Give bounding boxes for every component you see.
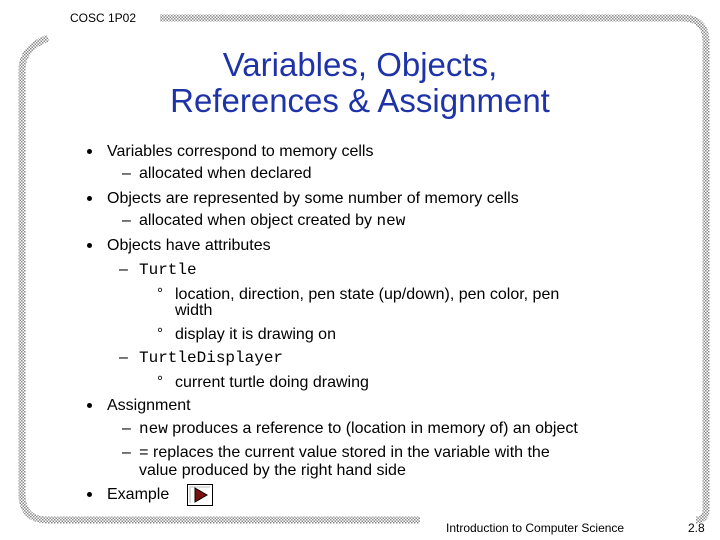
bullet-example: Example — [107, 486, 170, 503]
sub-new-reference — [139, 420, 578, 438]
code-turtledisplayer: TurtleDisplayer — [139, 349, 284, 367]
code-new: new — [376, 212, 406, 230]
sub-equals-replaces-line-2: value produced by the right hand side — [139, 462, 406, 479]
displayer-attr: current turtle doing drawing — [175, 374, 369, 391]
code-new: new — [139, 420, 168, 438]
dash-marker: – — [119, 349, 128, 366]
footer-course-name: Introduction to Computer Science — [446, 521, 625, 535]
sub-allocated-created — [139, 212, 405, 230]
bullet-attributes: Objects have attributes — [107, 237, 271, 254]
dash-marker: – — [119, 261, 128, 278]
dash-marker: – — [122, 212, 131, 229]
bullet-dot — [87, 243, 92, 248]
dash-marker: – — [122, 444, 131, 461]
dash-marker: – — [122, 165, 131, 182]
sub-equals-replaces — [139, 444, 550, 462]
degree-marker: ° — [157, 325, 163, 342]
bullet-dot — [87, 403, 92, 408]
turtle-display-attr: display it is drawing on — [175, 326, 336, 343]
turtle-attrs-line-2: width — [175, 302, 213, 319]
bullet-dot — [87, 196, 92, 201]
degree-marker: ° — [157, 285, 163, 302]
degree-marker: ° — [157, 373, 163, 390]
sub-allocated-created-text: allocated when object created by — [139, 212, 377, 229]
turtle-attrs-line-1: location, direction, pen state (up/down), pen color, pen — [175, 286, 560, 303]
bullet-dot — [87, 492, 92, 497]
sub-allocated-declared: allocated when declared — [139, 165, 312, 182]
bullet-variables: Variables correspond to memory cells — [107, 143, 374, 160]
sub-new-reference-text: produces a reference to (location in memory of) an object — [167, 420, 578, 437]
slide-title-line-2: References & Assignment — [170, 82, 550, 119]
code-equals: = — [139, 444, 149, 462]
slide-title-line-1: Variables, Objects, — [222, 46, 498, 83]
sub-equals-replaces-text: replaces the current value stored in the variable with the — [148, 444, 550, 461]
code-turtle: Turtle — [139, 261, 197, 279]
example-play-button[interactable] — [187, 484, 213, 506]
page-number: 2.8 — [688, 521, 705, 535]
course-code: COSC 1P02 — [70, 11, 137, 25]
dash-marker: – — [122, 420, 131, 437]
bullet-dot — [87, 149, 92, 154]
bullet-assignment: Assignment — [107, 397, 191, 414]
bullet-objects-memory: Objects are represented by some number of memory cells — [107, 190, 519, 207]
